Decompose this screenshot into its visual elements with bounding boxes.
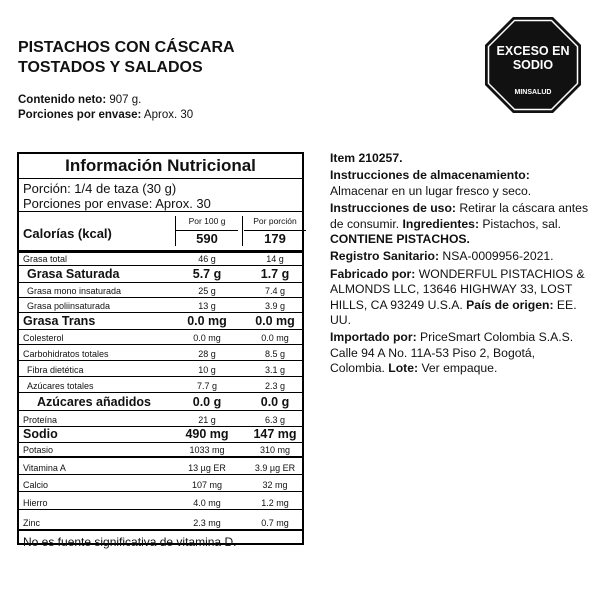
nutrient-value-serving: 7.4 g bbox=[264, 286, 286, 296]
lot-label: Lote: bbox=[388, 361, 419, 376]
manufacturer-label: Fabricado por: bbox=[330, 266, 416, 281]
net-content bbox=[18, 93, 193, 108]
importer-label: Importado por: bbox=[330, 330, 417, 345]
nutrition-facts-panel bbox=[17, 152, 304, 549]
nutrient-label: Hierro bbox=[23, 498, 48, 508]
warning-text bbox=[484, 44, 582, 72]
product-title bbox=[18, 38, 235, 78]
importer bbox=[330, 330, 590, 376]
nutrient-row bbox=[19, 510, 302, 531]
manufacturer bbox=[330, 267, 590, 329]
nutrient-value-serving: 0.7 mg bbox=[261, 518, 289, 528]
calories-label: Calorías (kcal) bbox=[23, 226, 112, 241]
nutrient-value-100g: 13 g bbox=[198, 301, 216, 311]
nutrient-value-100g: 28 g bbox=[198, 349, 216, 359]
product-title-line1: PISTACHOS CON CÁSCARA bbox=[18, 39, 235, 56]
nutrient-row bbox=[19, 377, 302, 393]
nutrient-label: Sodio bbox=[23, 427, 58, 441]
nutrient-value-serving: 2.3 g bbox=[264, 381, 286, 391]
product-meta bbox=[18, 93, 193, 123]
nutrient-value-100g: 13 µg ER bbox=[188, 463, 226, 473]
nutrient-label: Vitamina A bbox=[23, 463, 66, 473]
nutrient-rows bbox=[19, 253, 302, 531]
storage-text: Almacenar en un lugar fresco y seco. bbox=[330, 183, 532, 198]
nutrient-value-100g: 46 g bbox=[198, 254, 216, 264]
product-title-line2: TOSTADOS Y SALADOS bbox=[18, 59, 203, 76]
manufacturer-text: WONDERFUL PISTACHIOS & ALMONDS LLC, 13646 HIGHWAY 33, LOST HILLS, CA 93249 U.S.A. bbox=[330, 266, 585, 312]
nutrient-value-serving: 1.7 g bbox=[260, 267, 290, 281]
nutrient-value-100g: 25 g bbox=[198, 286, 216, 296]
nutrient-value-serving: 147 mg bbox=[253, 427, 297, 441]
nutrient-label: Grasa mono insaturada bbox=[27, 286, 122, 296]
nutrient-label: Grasa Saturada bbox=[27, 267, 120, 281]
nutrient-row bbox=[19, 253, 302, 266]
nutrient-row bbox=[19, 411, 302, 427]
nutrient-value-serving: 0.0 g bbox=[260, 395, 290, 409]
sanitary-registry bbox=[330, 249, 590, 264]
storage-instructions bbox=[330, 168, 590, 199]
per-serving-header: Por porción bbox=[253, 216, 297, 226]
nutrient-label: Potasio bbox=[23, 445, 54, 455]
calories-per-100g: 590 bbox=[176, 230, 238, 246]
nutrient-value-100g: 0.0 mg bbox=[193, 333, 221, 343]
nutrient-value-100g: 2.3 mg bbox=[193, 518, 221, 528]
nutrient-value-serving: 14 g bbox=[266, 254, 284, 264]
nutrient-label: Azúcares añadidos bbox=[37, 395, 151, 409]
nutrient-value-serving: 1.2 mg bbox=[261, 498, 289, 508]
nutrient-value-serving: 32 mg bbox=[262, 480, 288, 490]
warning-authority: MINSALUD bbox=[514, 89, 552, 96]
nutrient-label: Colesterol bbox=[23, 333, 64, 343]
nutrient-row bbox=[19, 313, 302, 330]
per-100g-header: Por 100 g bbox=[188, 216, 226, 226]
nutrient-label: Fibra dietética bbox=[27, 365, 84, 375]
nutrient-value-serving: 0.0 mg bbox=[261, 333, 289, 343]
nutrient-label: Zinc bbox=[23, 518, 41, 528]
nutrient-label: Carbohidratos totales bbox=[23, 349, 109, 359]
usage-instructions bbox=[330, 201, 590, 247]
calories-per-serving: 179 bbox=[244, 230, 306, 246]
usage-label: Instrucciones de uso: bbox=[330, 201, 456, 216]
nutrient-row bbox=[19, 361, 302, 377]
origin-text: EE. UU. bbox=[330, 297, 577, 328]
nutrient-value-100g: 107 mg bbox=[191, 480, 223, 490]
registry-text: NSA-0009956-2021. bbox=[439, 249, 554, 264]
nutrient-row bbox=[19, 345, 302, 361]
nutrient-value-serving: 3.9 g bbox=[264, 301, 286, 311]
lot-text: Ver empaque. bbox=[418, 361, 498, 376]
serving-size: Porción: 1/4 de taza (30 g) bbox=[23, 181, 177, 196]
net-content-value: 907 g. bbox=[106, 94, 142, 106]
nutrient-value-100g: 4.0 mg bbox=[193, 498, 221, 508]
registry-label: Registro Sanitario: bbox=[330, 249, 440, 264]
origin-label: País de origen: bbox=[466, 297, 554, 312]
calories-row bbox=[19, 212, 302, 253]
nutrient-value-serving: 0.0 mg bbox=[255, 314, 295, 328]
warning-line2: SODIO bbox=[512, 58, 554, 72]
nutrient-value-100g: 7.7 g bbox=[196, 381, 218, 391]
nutrient-value-serving: 3.1 g bbox=[264, 365, 286, 375]
item-number: Item 210257. bbox=[330, 151, 403, 165]
nutrient-row bbox=[19, 298, 302, 313]
nutrient-value-100g: 10 g bbox=[198, 365, 216, 375]
nutrient-label: Azúcares totales bbox=[27, 381, 94, 391]
importer-text: PriceSmart Colombia S.A.S. Calle 94 A No. 11A-53 Piso 2, Bogotá, Colombia. bbox=[330, 330, 574, 376]
ingredients-label: Ingredientes: bbox=[402, 216, 480, 231]
nutrient-row bbox=[19, 330, 302, 345]
nutrient-value-100g: 490 mg bbox=[185, 427, 229, 441]
usage-text: Retirar la cáscara antes de consumir. bbox=[330, 201, 589, 231]
product-info bbox=[330, 151, 590, 379]
servings-per-container bbox=[18, 108, 193, 123]
nutrient-row bbox=[19, 475, 302, 492]
nutrient-row bbox=[19, 283, 302, 298]
nutrient-row bbox=[19, 266, 302, 283]
servings-per-container-panel: Porciones por envase: Aprox. 30 bbox=[23, 195, 211, 211]
ingredients-text: Pistachos, sal. bbox=[479, 216, 561, 231]
net-content-label: Contenido neto: bbox=[18, 94, 107, 106]
nutrient-value-serving: 310 mg bbox=[259, 445, 291, 455]
nutrient-label: Proteína bbox=[23, 415, 58, 425]
nutrient-label: Grasa total bbox=[23, 254, 68, 264]
serving-info bbox=[19, 179, 302, 212]
nutrient-row bbox=[19, 443, 302, 458]
nutrient-value-100g: 0.0 mg bbox=[187, 314, 227, 328]
nutrient-value-100g: 5.7 g bbox=[192, 267, 222, 281]
nutrient-row bbox=[19, 393, 302, 411]
servings-value: Aprox. 30 bbox=[141, 109, 194, 121]
nutrition-title: Información Nutricional bbox=[19, 154, 302, 179]
storage-label: Instrucciones de almacenamiento: bbox=[330, 168, 530, 183]
nutrient-row bbox=[19, 427, 302, 443]
servings-label: Porciones por envase: bbox=[18, 109, 142, 121]
nutrient-label: Grasa Trans bbox=[23, 314, 96, 328]
nutrient-row bbox=[19, 492, 302, 510]
allergen-warning: CONTIENE PISTACHOS. bbox=[330, 232, 470, 247]
column-divider bbox=[242, 216, 243, 246]
nutrient-value-100g: 1033 mg bbox=[189, 445, 225, 455]
nutrient-row bbox=[19, 458, 302, 475]
nutrient-label: Calcio bbox=[23, 480, 49, 490]
nutrient-value-serving: 6.3 g bbox=[264, 415, 286, 425]
nutrient-value-serving: 3.9 µg ER bbox=[254, 463, 296, 473]
nutrient-value-100g: 0.0 g bbox=[192, 395, 222, 409]
nutrition-footnote: No es fuente significativa de vitamina D. bbox=[23, 535, 237, 549]
nutrient-label: Grasa poliinsaturada bbox=[27, 301, 111, 311]
warning-line1: EXCESO EN bbox=[496, 44, 570, 58]
nutrient-value-100g: 21 g bbox=[198, 415, 216, 425]
nutrient-value-serving: 8.5 g bbox=[264, 349, 286, 359]
